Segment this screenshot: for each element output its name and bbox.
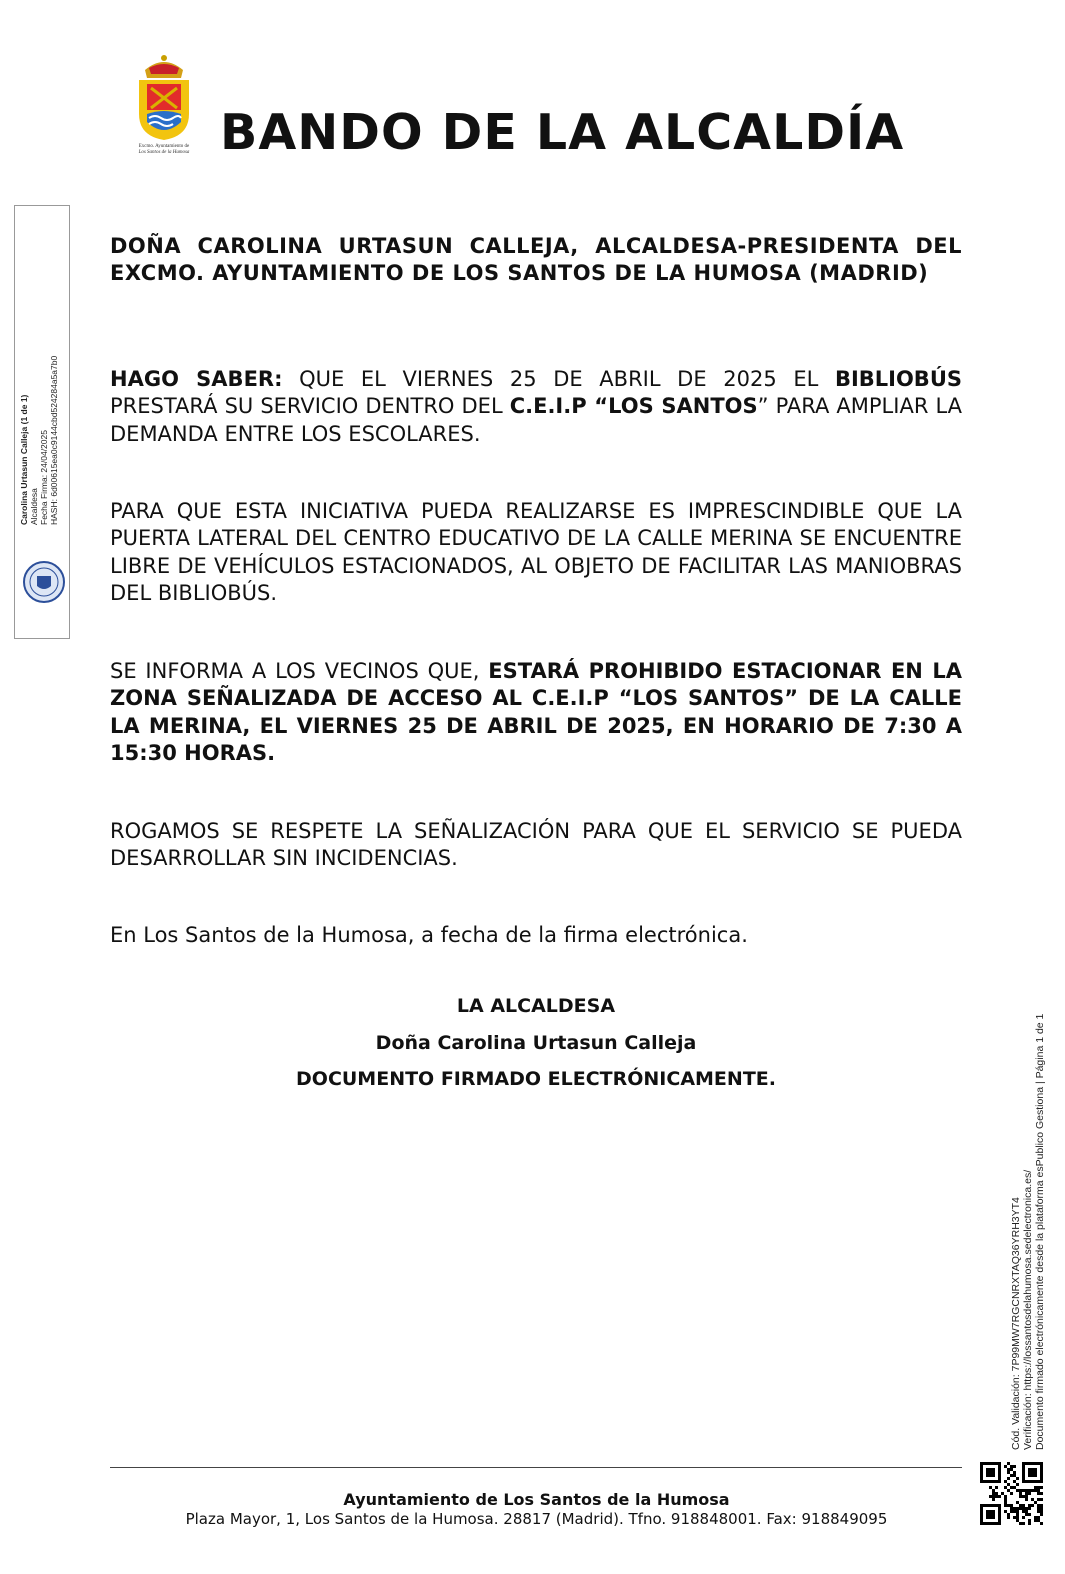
signature-role: LA ALCALDESA: [456, 995, 616, 1017]
sign-hash: HASH: 6d00615ea0c9144cbd524284a5a7b0: [49, 355, 59, 525]
signer-position: Alcaldesa: [29, 488, 39, 525]
text: PRESTARÁ SU SERVICIO DENTRO DEL: [110, 394, 510, 419]
signer: Carolina Urtasun Calleja (1 de 1): [19, 394, 29, 525]
signature-name: Doña Carolina Urtasun Calleja: [375, 1032, 697, 1054]
text-bold: C.E.I.P “LOS SANTOS: [509, 394, 758, 419]
text: QUE EL VIERNES 25 DE ABRIL DE 2025 EL: [282, 367, 835, 391]
validation-code: Cód. Validación: 7P99MW7RGCNRXTAQ36YRH3YT4: [1010, 1197, 1022, 1450]
sign-date: Fecha Firma: 24/04/2025: [39, 430, 49, 525]
text-bold: HAGO SABER:: [110, 367, 283, 391]
requirement-paragraph: PARA QUE ESTA INICIATIVA PUEDA REALIZARSE ES IMPRESCINDIBLE QUE LA PUERTA LATERAL DEL CENTRO EDUCATIVO DE LA CALLE MERINA SE ENCUENTRE LIBRE DE VEHÍCULOS ESTACIONADOS, AL OBJETO DE FACILITAR LAS MANIOBRAS DEL BIBLIOBÚS.: [110, 499, 962, 605]
text: ” PARA AMPLIAR LA DEMANDA ENTRE LOS ESCOLARES.: [110, 394, 963, 446]
footer-divider: [110, 1467, 962, 1468]
prohibition-paragraph: [110, 658, 962, 767]
text: SE INFORMA A LOS VECINOS QUE,: [110, 659, 489, 683]
announcement-paragraph: [110, 366, 962, 448]
footer-org: Ayuntamiento de Los Santos de la Humosa: [343, 1490, 730, 1509]
signature-note: DOCUMENTO FIRMADO ELECTRÓNICAMENTE.: [296, 1068, 776, 1090]
validation-url[interactable]: Verificación: https://lossantosdelahumosa.sedelectronica.es/: [1022, 1169, 1034, 1450]
qr-code: [980, 1462, 1043, 1525]
text-bold: ESTARÁ PROHIBIDO ESTACIONAR EN LA ZONA SEÑALIZADA DE ACCESO AL C.E.I.P “LOS SANTOS” DE LA CALLE LA MERINA, EL VIERNES 25 DE ABRIL DE 2025, EN HORARIO DE 7:30 A 15:30 HORAS.: [110, 659, 962, 765]
svg-text:Excmo. Ayuntamiento de: Excmo. Ayuntamiento de: [138, 144, 190, 149]
svg-text:Los Santos de la Humosa: Los Santos de la Humosa: [138, 150, 190, 154]
footer-address: Plaza Mayor, 1, Los Santos de la Humosa. 28817 (Madrid). Tfno. 918848001. Fax: 918849095: [185, 1510, 888, 1528]
text-bold: BIBLIOBÚS: [834, 367, 962, 391]
page-title: BANDO DE LA ALCALDÍA: [220, 104, 905, 161]
place-date-paragraph: En Los Santos de la Humosa, a fecha de la firma electrónica.: [110, 923, 748, 947]
issuer-paragraph: DOÑA CAROLINA URTASUN CALLEJA, ALCALDESA-PRESIDENTA DEL EXCMO. AYUNTAMIENTO DE LOS SANTOS DE LA HUMOSA (MADRID): [110, 234, 962, 286]
request-paragraph: ROGAMOS SE RESPETE LA SEÑALIZACIÓN PARA QUE EL SERVICIO SE PUEDA DESARROLLAR SIN INCIDENCIAS.: [110, 819, 962, 871]
seal-icon: [22, 560, 66, 604]
coat-of-arms-logo: [133, 52, 195, 154]
validation-platform: Documento firmado electrónicamente desde la plataforma esPublico Gestiona | Página 1 de 1: [1034, 1013, 1046, 1450]
